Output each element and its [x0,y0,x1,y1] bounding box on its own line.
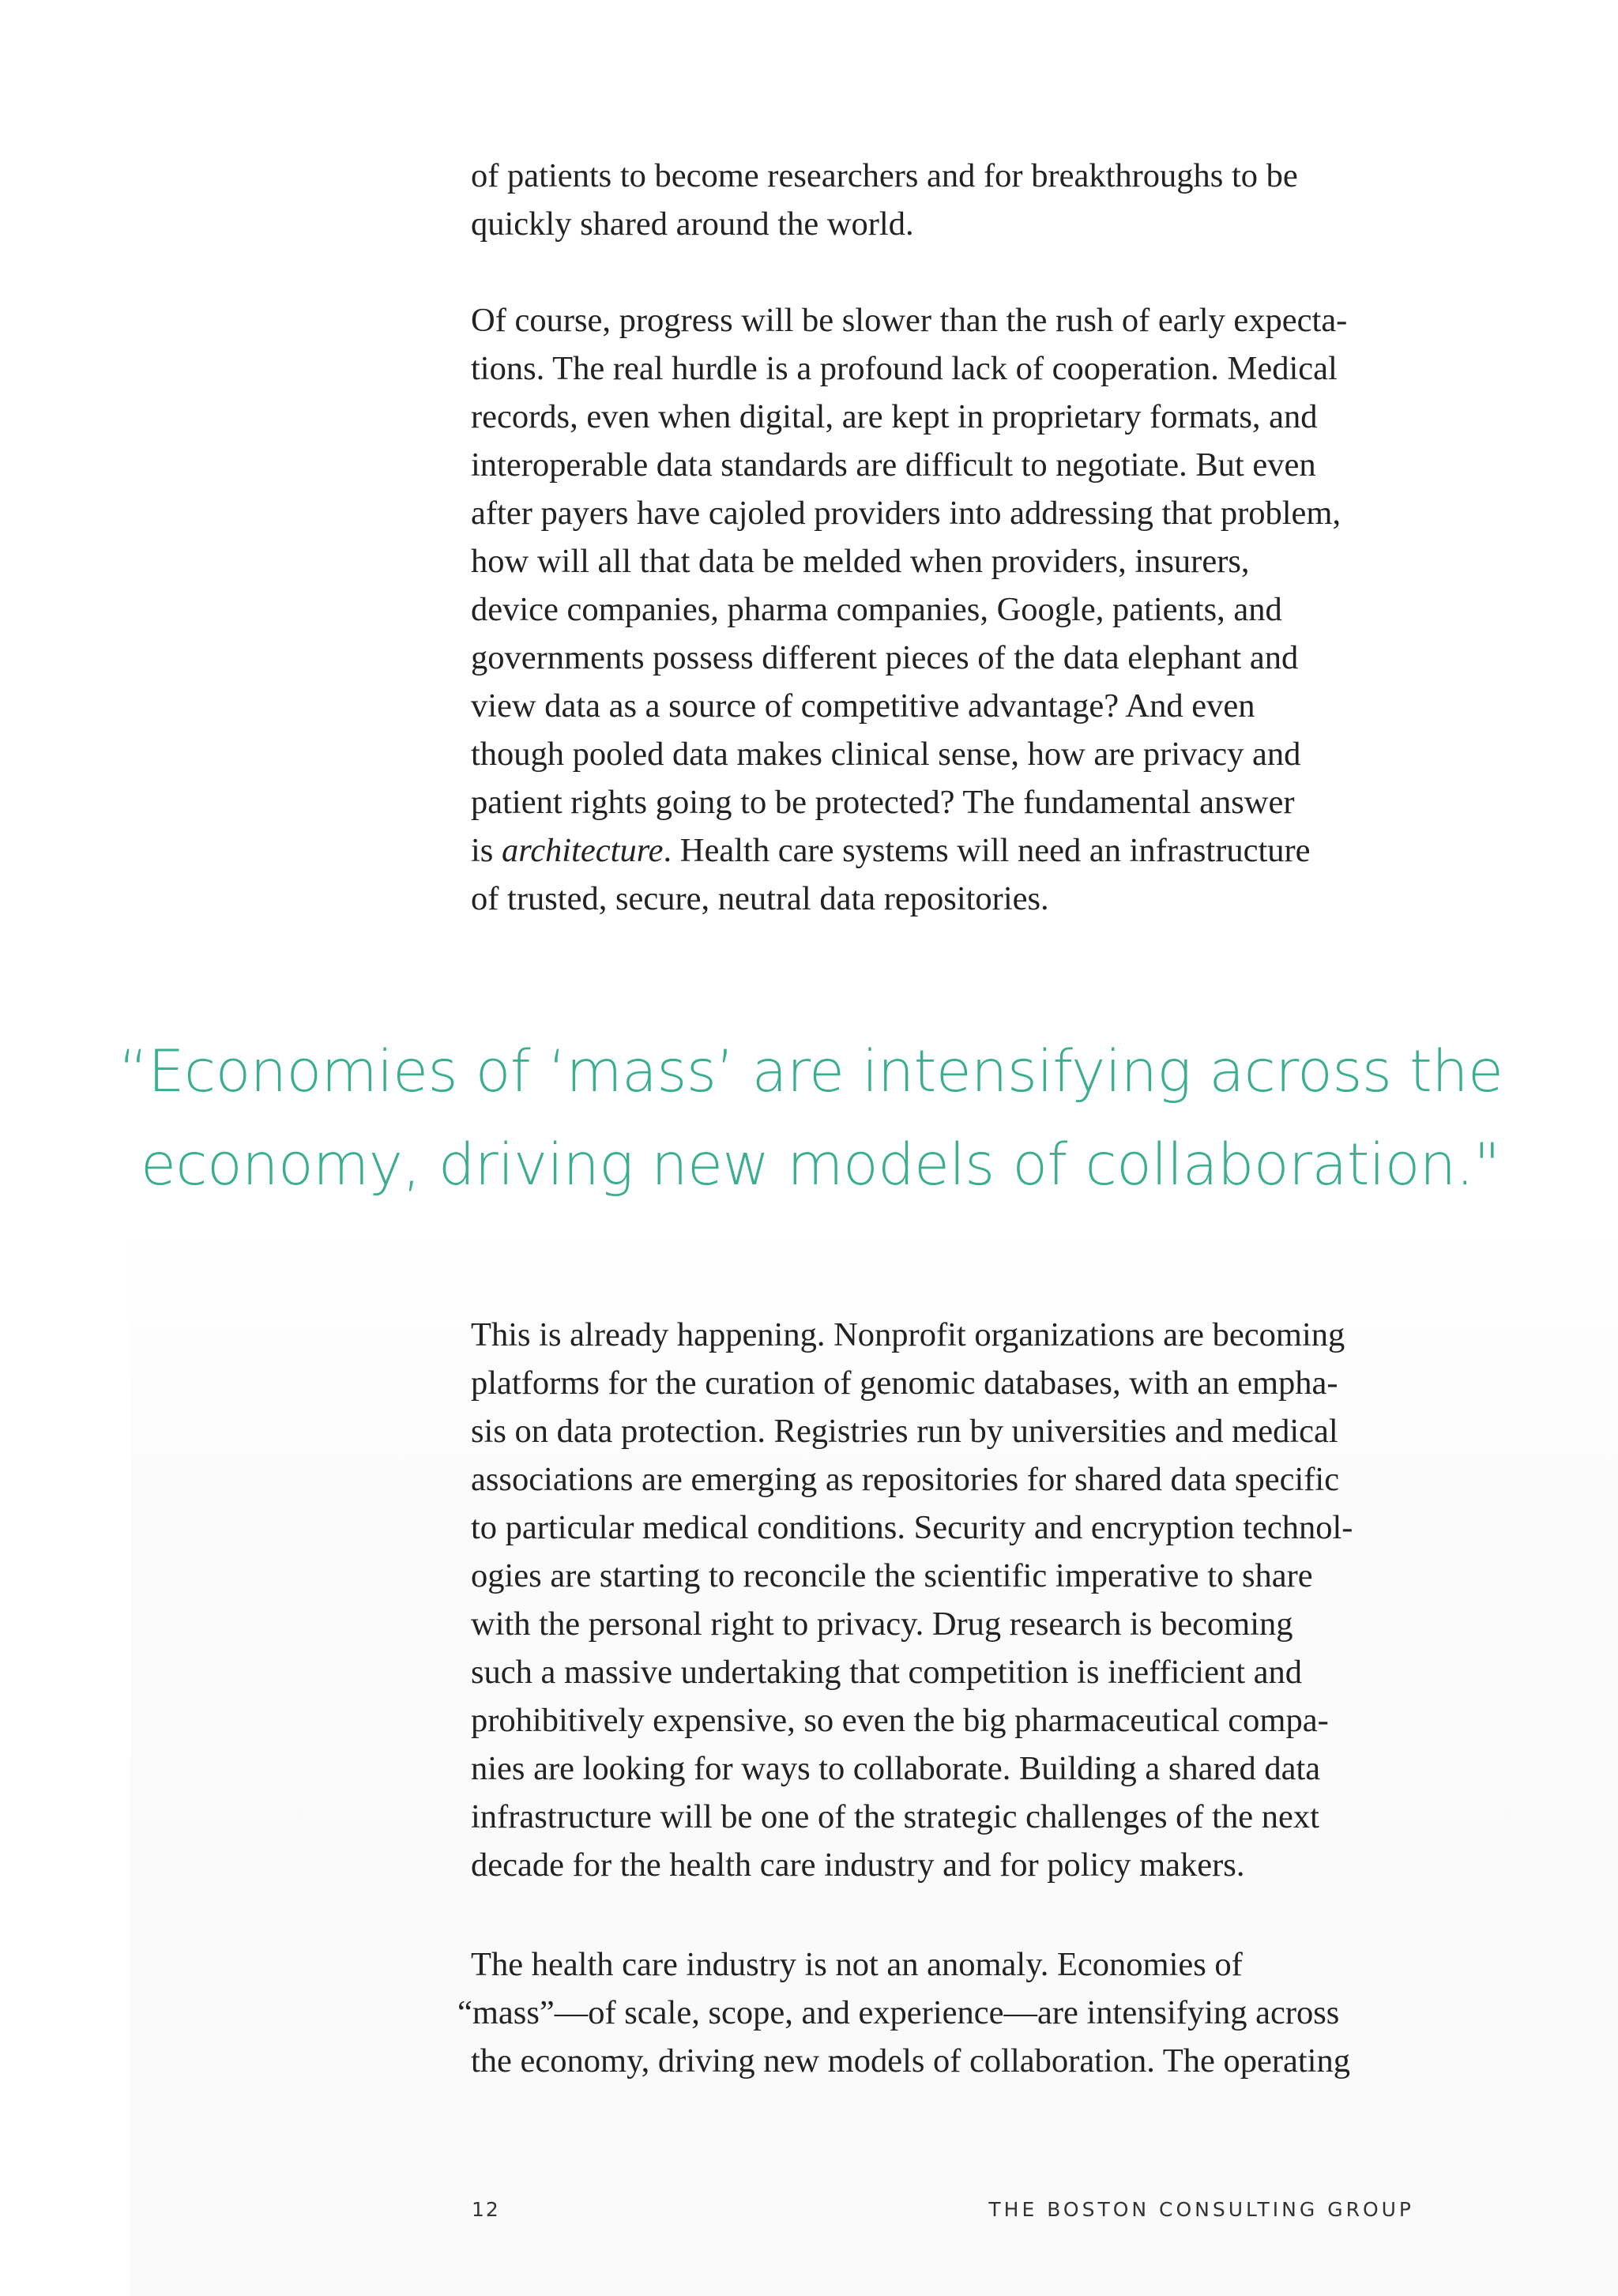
text-line: quickly shared around the world. [471,205,914,243]
text-line: “mass”—of scale, scope, and experience—are intensifying across [457,1994,1340,2031]
pull-quote [119,1026,1503,1212]
text-line: though pooled data makes clinical sense, how are privacy and [471,736,1301,773]
text-line: nies are looking for ways to collaborate. Building a shared data [471,1750,1321,1787]
text-line: associations are emerging as repositories for shared data specific [471,1461,1340,1498]
text-line: The health care industry is not an anomaly. Economies of [471,1946,1243,1983]
text-line: prohibitively expensive, so even the big pharmaceutical compa- [471,1702,1329,1739]
text-line: tions. The real hurdle is a profound lack of cooperation. Medical [471,350,1338,387]
text-line: ogies are starting to reconcile the scientific imperative to share [471,1557,1313,1594]
text-line: of trusted, secure, neutral data repositories. [471,880,1049,917]
text-line: view data as a source of competitive advantage? And even [471,687,1255,725]
text-line: interoperable data standards are difficult to negotiate. But even [471,446,1316,484]
text-line: device companies, pharma companies, Google, patients, and [471,591,1282,628]
text-line: patient rights going to be protected? The fundamental answer [471,784,1295,821]
pull-quote-line: “Economies of ‘mass’ are intensifying across the [119,1038,1503,1105]
text-line: Of course, progress will be slower than the rush of early expecta- [471,302,1348,339]
text-line: decade for the health care industry and for policy makers. [471,1846,1245,1884]
text-line: the economy, driving new models of collaboration. The operating [471,2042,1350,2080]
pull-quote-line: economy, driving new models of collaboration." [141,1131,1500,1199]
italic-term: architecture [501,832,664,869]
text-line: This is already happening. Nonprofit organizations are becoming [471,1316,1345,1353]
text-line: infrastructure will be one of the strategic challenges of the next [471,1798,1319,1835]
body-paragraph-1 [471,152,1427,248]
text-line: of patients to become researchers and for breakthroughs to be [471,157,1298,194]
text-segment: . Health care systems will need an infrastructure [663,832,1311,869]
body-paragraph-2 [471,296,1427,923]
text-line: sis on data protection. Registries run by universities and medical [471,1413,1338,1450]
body-paragraph-3 [471,1311,1427,1889]
text-line: how will all that data be melded when providers, insurers, [471,543,1250,580]
publisher-name: THE BOSTON CONSULTING GROUP [988,2198,1414,2221]
text-line: governments possess different pieces of the data elephant and [471,639,1299,676]
text-line: to particular medical conditions. Security and encryption technol- [471,1509,1353,1546]
text-line: records, even when digital, are kept in proprietary formats, and [471,398,1318,435]
text-line: after payers have cajoled providers into addressing that problem, [471,495,1341,532]
text-segment: is [471,832,502,869]
page-number: 12 [472,2198,500,2221]
text-line-with-italic [471,826,1427,875]
body-paragraph-4 [457,1940,1427,2085]
text-line: platforms for the curation of genomic databases, with an empha- [471,1364,1338,1402]
text-line: such a massive undertaking that competition is inefficient and [471,1654,1302,1691]
text-line: with the personal right to privacy. Drug research is becoming [471,1605,1293,1643]
